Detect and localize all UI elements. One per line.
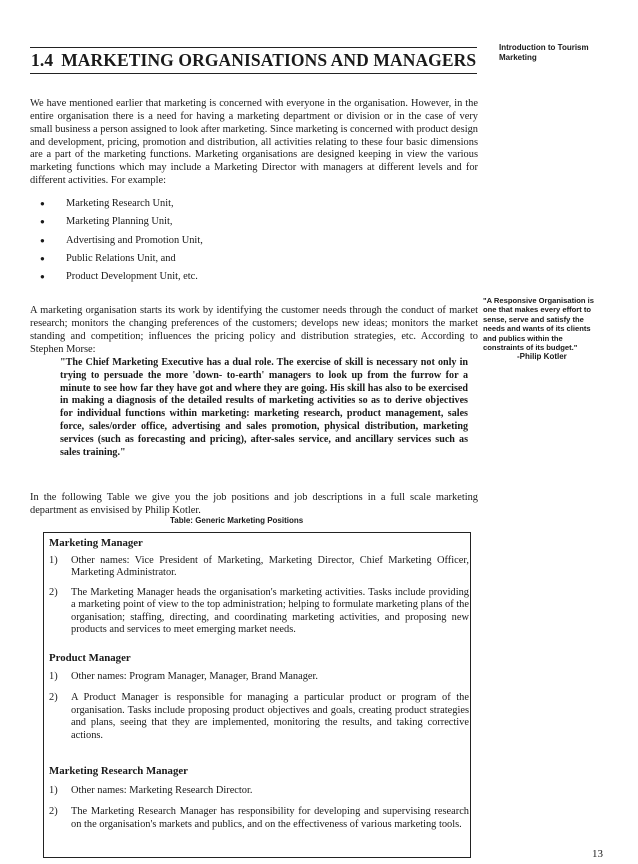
item-number: 2) [49,692,58,704]
item-text: A Product Manager is responsible for managing a particular product or program of the organisation. Tasks include proposing product objectives and goals, creating product strategies and plans, seeing that they are implemented, monitoring the results, and taking corrective actions. [71,692,469,741]
item-text: Other names: Vice President of Marketing, Marketing Director, Chief Marketing Officer, Marketing Administrator. [71,555,469,579]
running-head [499,43,624,63]
section-number: 1.4 [31,50,54,70]
role-marketing-manager [49,536,469,636]
section-title: MARKETING ORGANISATIONS AND MANAGERS [61,50,477,70]
positions-table [43,532,471,858]
margin-note-attribution: -Philip Kotler [517,352,567,362]
role-title: Product Manager [49,652,131,664]
list-item: ● Public Relations Unit, and [40,250,460,268]
heading-rule [30,73,477,74]
item-number: 2) [49,806,58,818]
item-text: The Marketing Research Manager has responsibility for developing and supervising research on the organisation's markets and publics, and on the effectiveness of various marketing tools. [71,806,469,830]
units-list [40,195,460,286]
item-number: 2) [49,586,58,598]
intro-paragraph: We have mentioned earlier that marketing is concerned with everyone in the organisation. However, in the entire organisation there is a need for having a marketing department or division or in the case of very small business a person assigned to look after marketing. Since marketing is concerned with product design and development, pricing, promotion and distribution, all activities relating to these four basic dimensions are a part of the marketing functions. Marketing organisations are designed keeping in view the various marketing functions which may include a Marketing Director with managers at different levels and for different activities. For example: [30,98,478,186]
list-item: ● Marketing Planning Unit, [40,213,460,231]
role-item [49,806,469,831]
role-title: Marketing Manager [49,537,143,549]
running-head-line-2: Marketing [499,53,537,62]
role-marketing-research-manager [49,764,469,831]
section-heading [31,50,477,71]
list-item: ● Marketing Research Unit, [40,195,460,213]
item-text: Other names: Program Manager, Manager, Brand Manager. [71,671,319,682]
morse-quote: "The Chief Marketing Executive has a dual role. The exercise of skill is necessary not only in trying to persuade the more 'down- to-earth' managers to look up from the furrow for a minute to see how far they have got and where they are going. His skill has also to be exercised in making a diagnosis of the detailed results of marketing activities so as to derive objectives for individual functions within marketing: marketing research, product management, sales force, sales/order office, advertising and sales promotion, physical distribution, marketing services (such as forecasting and pricing), after-sales service, and ancillary services such as sales training." [60,357,468,458]
body-paragraph-2: A marketing organisation starts its work by identifying the customer needs through the conduct of market research; monitors the changing preferences of the customers; develops new ideas; monitors the market standing and competition; influences the pricing policy and distribution strategies, etc. According to Stephen Morse: [30,305,478,355]
role-item [49,785,469,797]
item-text: Other names: Marketing Research Director. [71,785,253,796]
list-item: ● Product Development Unit, etc. [40,268,460,286]
role-product-manager [49,651,469,742]
role-item [49,555,469,580]
role-item [49,671,469,683]
role-item [49,692,469,742]
top-rule [30,47,477,48]
item-number: 1) [49,785,58,796]
running-head-line-1: Introduction to Tourism [499,43,589,52]
role-title: Marketing Research Manager [49,765,188,777]
margin-note-text: "A Responsive Organisation is one that makes every effort to sense, serve and satisfy the needs and wants of its clients and publics within the constraints of its budget." [483,296,594,353]
table-caption: Table: Generic Marketing Positions [170,516,304,525]
item-number: 1) [49,671,58,682]
role-item [49,587,469,637]
body-paragraph-3: In the following Table we give you the job positions and job descriptions in a full scale marketing department as envisised by Philip Kotler. [30,492,478,517]
page-number: 13 [592,848,603,860]
margin-note [483,296,603,362]
item-text: The Marketing Manager heads the organisation's marketing activities. Tasks include providing a marketing point of view to the top administration; helping to formulate marketing plans of the organisation; staffing, directing, and coordinating marketing activities, and proposing new products and services to meet emerging market needs. [71,586,469,636]
item-number: 1) [49,555,58,566]
list-item: ● Advertising and Promotion Unit, [40,232,460,250]
